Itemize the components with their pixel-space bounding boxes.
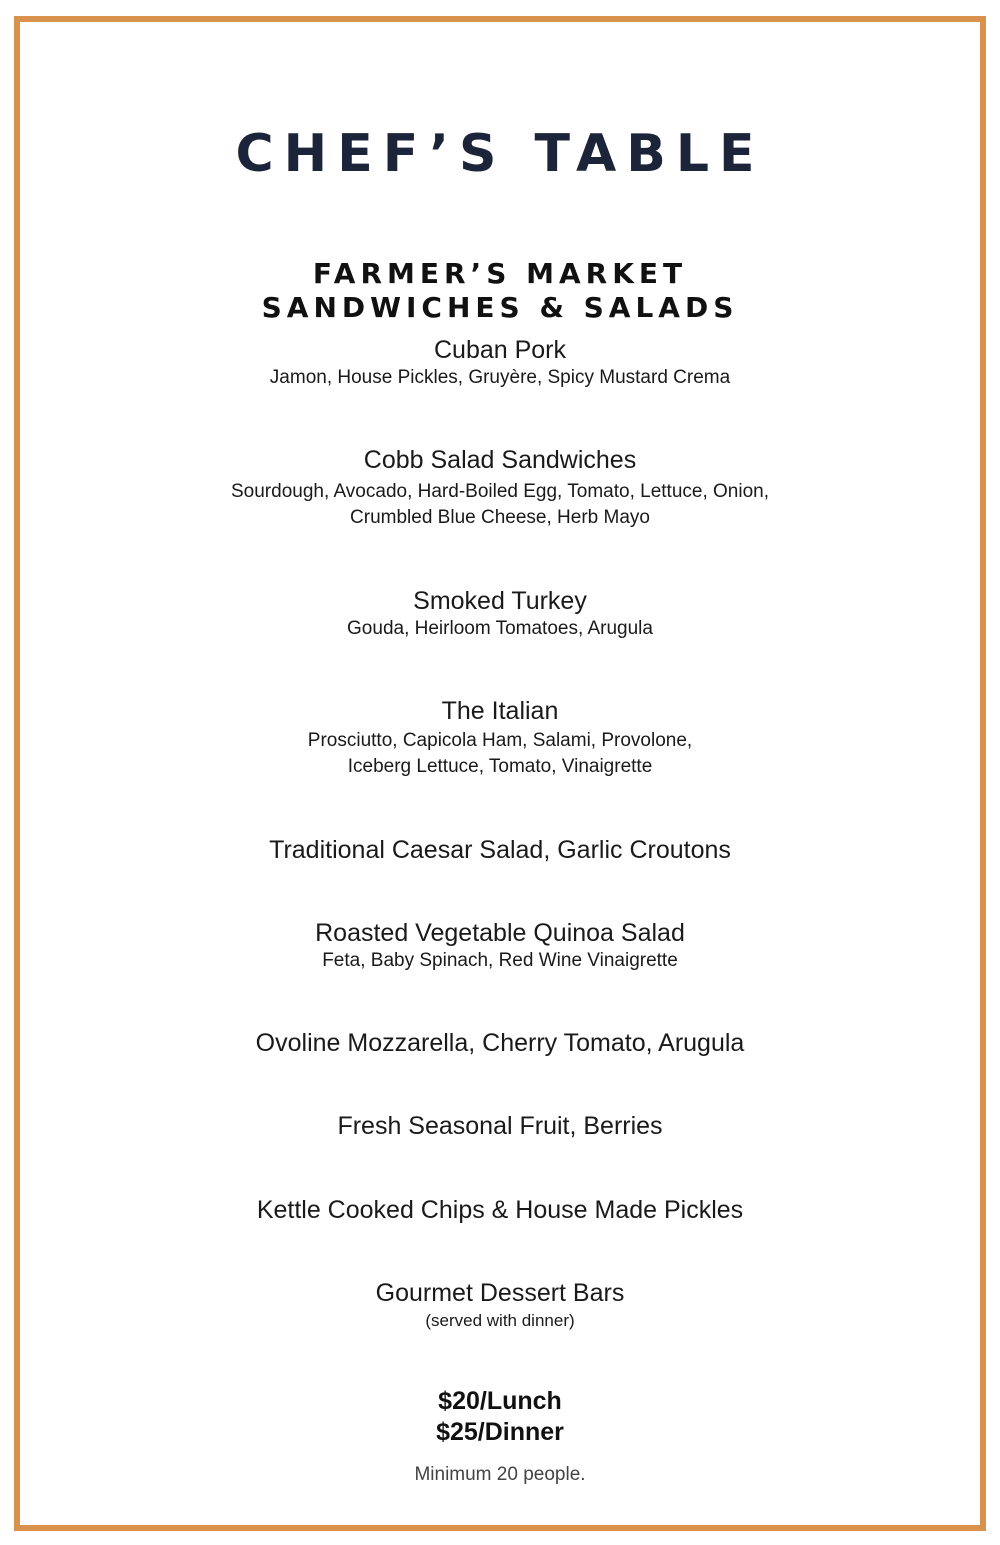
- item-description: Gouda, Heirloom Tomatoes, Arugula: [347, 618, 653, 639]
- pricing: [0, 1386, 1000, 1448]
- item-name: Gourmet Dessert Bars: [375, 1279, 625, 1307]
- item-description: Crumbled Blue Cheese, Herb Mayo: [350, 507, 650, 528]
- item-name: Traditional Caesar Salad, Garlic Croutons: [269, 836, 731, 864]
- item-name: Smoked Turkey: [413, 587, 587, 615]
- section-heading-line-1: FARMER’S MARKET: [312, 257, 688, 290]
- section-heading-line-2: SANDWICHES & SALADS: [261, 291, 739, 324]
- menu-item-caesar-salad: [0, 835, 1000, 865]
- menu-item-quinoa-salad: [0, 918, 1000, 974]
- item-name: The Italian: [441, 697, 559, 725]
- menu-item-seasonal-fruit: [0, 1111, 1000, 1141]
- item-description: Jamon, House Pickles, Gruyère, Spicy Mustard Crema: [269, 367, 731, 388]
- menu-item-ovoline-mozzarella: [0, 1028, 1000, 1058]
- item-description: Feta, Baby Spinach, Red Wine Vinaigrette: [322, 950, 678, 971]
- price-dinner: $25/Dinner: [436, 1418, 564, 1446]
- menu-title: CHEF’S TABLE: [235, 124, 765, 184]
- menu-item-smoked-turkey: [0, 586, 1000, 642]
- item-name: Cuban Pork: [433, 336, 567, 364]
- item-name: Kettle Cooked Chips & House Made Pickles: [256, 1196, 744, 1224]
- menu-item-cuban-pork: [0, 335, 1000, 391]
- item-description: Prosciutto, Capicola Ham, Salami, Provolone,: [307, 730, 693, 751]
- item-description: Sourdough, Avocado, Hard-Boiled Egg, Tomato, Lettuce, Onion,: [231, 481, 769, 502]
- item-name: Fresh Seasonal Fruit, Berries: [337, 1112, 663, 1140]
- item-name: Roasted Vegetable Quinoa Salad: [315, 919, 685, 947]
- price-lunch: $20/Lunch: [438, 1387, 562, 1415]
- item-description: Iceberg Lettuce, Tomato, Vinaigrette: [347, 756, 653, 777]
- item-name: Ovoline Mozzarella, Cherry Tomato, Arugula: [255, 1029, 745, 1057]
- item-name: Cobb Salad Sandwiches: [363, 446, 637, 474]
- menu-item-dessert-bars: [0, 1278, 1000, 1334]
- menu-item-cobb-salad-sandwiches: [0, 445, 1000, 531]
- item-description: (served with dinner): [425, 1311, 575, 1330]
- menu-item-the-italian: [0, 696, 1000, 780]
- minimum-note: Minimum 20 people.: [414, 1464, 586, 1485]
- menu-item-kettle-chips: [0, 1195, 1000, 1225]
- section-heading: [0, 257, 1000, 325]
